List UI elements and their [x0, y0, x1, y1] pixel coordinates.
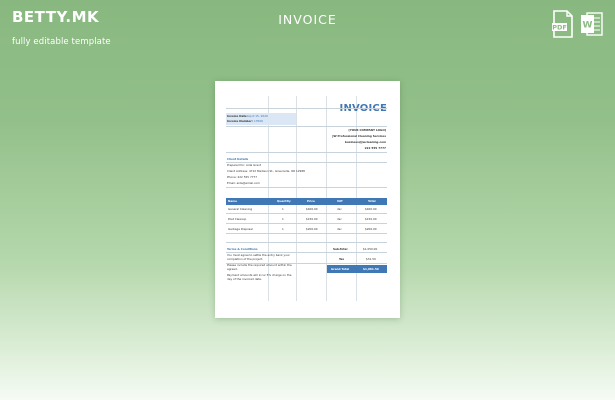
- item-total: $200.00: [365, 227, 377, 231]
- grid-hline: [226, 152, 387, 153]
- col-quantity: Quantity: [277, 199, 291, 203]
- col-vat: VAT: [337, 199, 343, 203]
- company-name: JW Professional Cleaning Services: [332, 134, 386, 138]
- invoice-preview[interactable]: [215, 81, 400, 318]
- item-name: General Cleaning: [228, 207, 253, 211]
- grid-hline: [226, 187, 387, 188]
- grid-hline: [226, 108, 387, 109]
- pdf-label: PDF: [552, 23, 567, 32]
- item-name: Post Cleanup: [228, 217, 247, 221]
- company-email: business@jwcleaning.com: [344, 140, 386, 144]
- grid-hline: [226, 263, 387, 264]
- brand-logo[interactable]: BETTY.MK: [12, 8, 100, 26]
- item-vat: dsc: [337, 217, 342, 221]
- item-price: $200.00: [306, 227, 318, 231]
- item-price: $150.00: [306, 217, 318, 221]
- client-name: Prepared for: Aida Grant: [227, 163, 262, 167]
- item-name: Garbage Disposal: [228, 227, 253, 231]
- invoice-date-label: Invoice Date:: [227, 113, 248, 118]
- client-phone: Phone: 222 555 7777: [227, 175, 258, 179]
- col-name: Name: [228, 199, 238, 203]
- company-phone: 222 555 7777: [364, 146, 386, 150]
- grand-total-label: Grand Total: [331, 266, 350, 271]
- grid-hline: [226, 233, 387, 234]
- brand-tagline: fully editable template: [12, 37, 111, 47]
- item-price: $400.00: [306, 207, 318, 211]
- item-quantity: 1: [282, 217, 284, 221]
- item-quantity: 1: [282, 207, 284, 211]
- terms-line: day of the invoiced date.: [227, 276, 262, 281]
- format-icons: [552, 10, 603, 38]
- terms-line: completion of the project.: [227, 256, 264, 261]
- word-label: W: [582, 20, 593, 31]
- item-vat: dsc: [337, 207, 342, 211]
- tax-label: Tax: [339, 257, 345, 261]
- terms-title: Terms & Conditions: [227, 247, 258, 251]
- grid-hline: [226, 126, 387, 127]
- grid-hline: [226, 213, 387, 214]
- item-vat: dsc: [337, 227, 342, 231]
- client-address: Client Address: 4712 Madison St., Greenville, OR 12988: [227, 169, 305, 173]
- item-total: $400.00: [365, 207, 377, 211]
- page-title: INVOICE: [278, 12, 337, 27]
- grid-hline: [226, 242, 387, 243]
- terms-line: Please include the required amount within the: [227, 263, 292, 267]
- subtotal-value: $1,050.00: [363, 247, 378, 251]
- invoice-number: 13506: [254, 119, 263, 123]
- terms-line: You must agree to settle the entry bank your: [227, 253, 290, 257]
- grand-total-value: $1,081.50: [363, 266, 379, 271]
- company-logo-placeholder: [YOUR COMPANY LOGO]: [348, 128, 386, 132]
- subtotal-label: Sub-Total: [333, 247, 348, 251]
- word-file-icon[interactable]: [581, 10, 603, 38]
- client-section-title: Client Details: [227, 157, 249, 161]
- items-table-header: [226, 198, 387, 205]
- col-price: Price: [307, 199, 315, 203]
- client-email: Email: aida@email.com: [227, 181, 260, 185]
- terms-line: Payment amounts will incur 5% charge on the: [227, 273, 292, 277]
- col-total: Total: [368, 199, 376, 203]
- grand-total-box: [327, 265, 387, 273]
- invoice-date: April 15, 2049: [248, 113, 268, 118]
- grid-hline: [226, 223, 387, 224]
- item-total: $150.00: [365, 217, 377, 221]
- invoice-title: INVOICE: [339, 103, 387, 114]
- tax-value: $31.50: [366, 257, 376, 261]
- terms-line: agreed.: [227, 266, 238, 271]
- pdf-file-icon[interactable]: [552, 10, 574, 38]
- invoice-number-label: Invoice Number:: [227, 119, 253, 123]
- item-quantity: 1: [282, 227, 284, 231]
